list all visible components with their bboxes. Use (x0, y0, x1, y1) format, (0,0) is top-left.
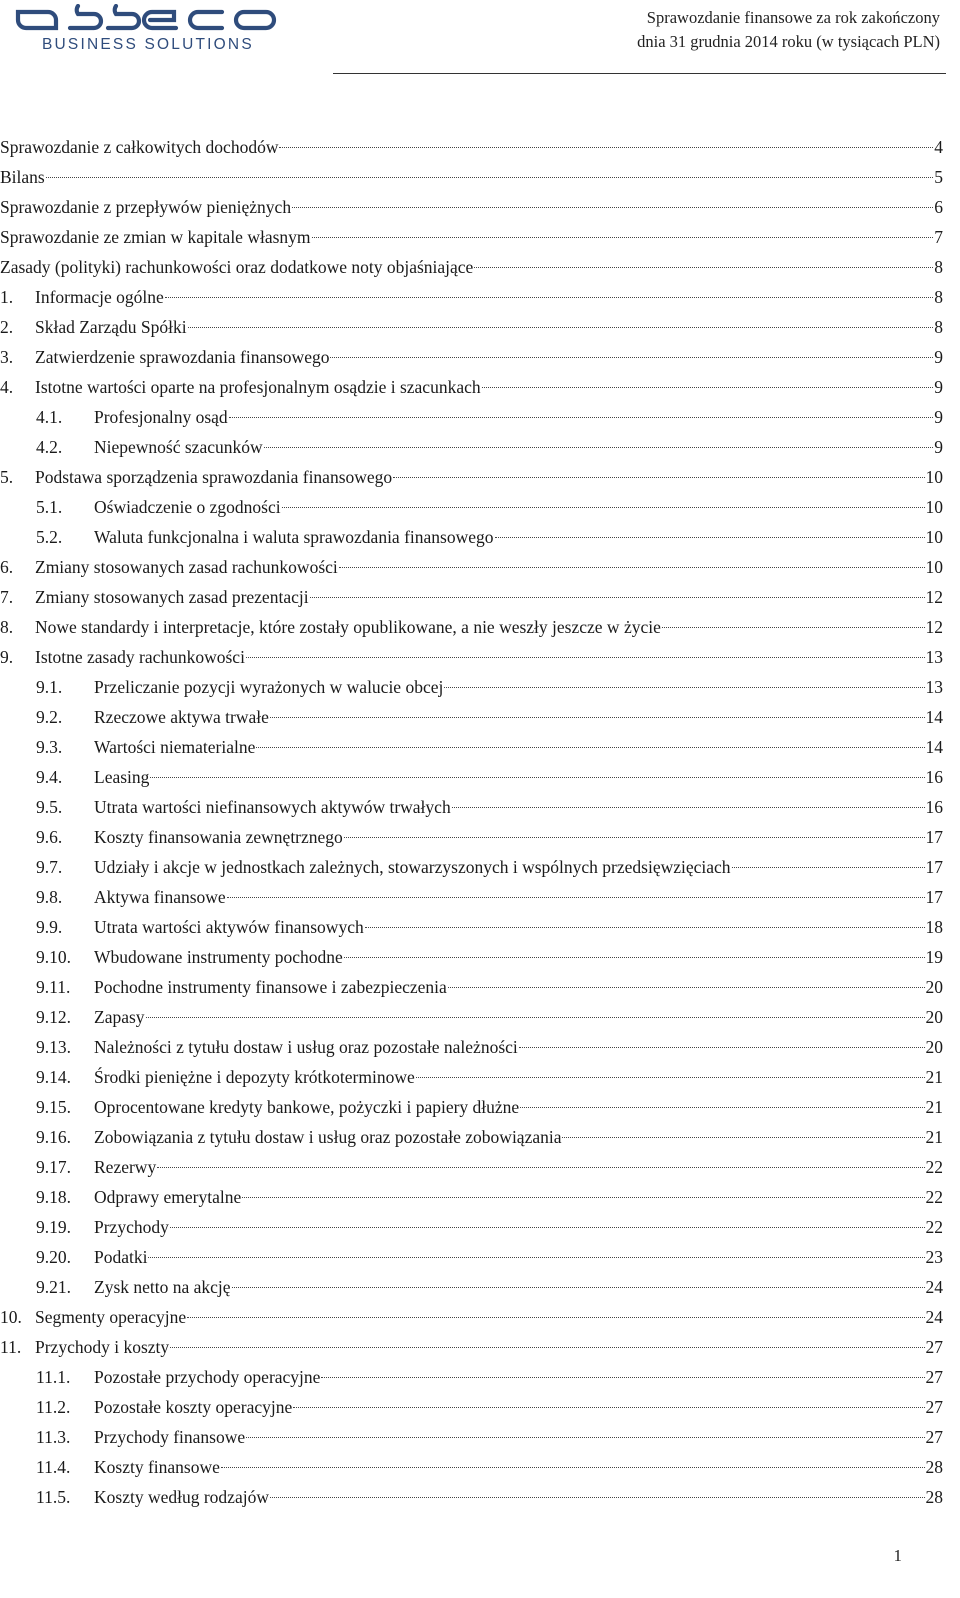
toc-entry[interactable] (0, 402, 943, 432)
toc-entry-title: Bilans (0, 167, 45, 187)
toc-entry-number: 9.2. (36, 707, 63, 727)
toc-entry-page: 10 (925, 557, 943, 577)
toc-entry[interactable] (0, 1002, 943, 1032)
dot-leader (339, 567, 925, 568)
toc-entry[interactable] (0, 612, 943, 642)
toc-entry-page: 14 (925, 737, 943, 757)
dot-leader (256, 747, 924, 748)
dot-leader (365, 927, 925, 928)
toc-entry[interactable] (0, 192, 943, 222)
dot-leader (264, 447, 934, 448)
toc-entry-page: 18 (925, 917, 943, 937)
toc-entry[interactable] (0, 432, 943, 462)
toc-entry-page: 12 (925, 617, 943, 637)
toc-entry-title: Przychody finansowe (94, 1427, 246, 1447)
toc-entry[interactable] (0, 1392, 943, 1422)
toc-entry-number: 8. (0, 617, 14, 637)
dot-leader (292, 207, 933, 208)
toc-entry-title: Należności z tytułu dostaw i usług oraz pozostałe należności (94, 1037, 518, 1057)
toc-entry[interactable] (0, 222, 943, 252)
toc-entry-title: Waluta funkcjonalna i waluta sprawozdania finansowego (94, 527, 494, 547)
toc-entry-page: 8 (934, 317, 943, 337)
toc-entry-number: 9.1. (36, 677, 63, 697)
toc-entry-number: 9.3. (36, 737, 63, 757)
toc-entry-number: 4.1. (36, 407, 63, 427)
toc-entry[interactable] (0, 462, 943, 492)
dot-leader (444, 687, 924, 688)
toc-entry-title: Podatki (94, 1247, 148, 1267)
dot-leader (452, 807, 925, 808)
dot-leader (393, 477, 924, 478)
toc-entry[interactable] (0, 1212, 943, 1242)
dot-leader (46, 177, 934, 178)
toc-entry-page: 20 (925, 977, 943, 997)
toc-entry-page: 27 (925, 1397, 943, 1417)
header-title-line-2: dnia 31 grudnia 2014 roku (w tysiącach PLN) (637, 32, 940, 51)
toc-entry-title: Sprawozdanie z całkowitych dochodów (0, 137, 279, 157)
toc-entry[interactable] (0, 1062, 943, 1092)
toc-entry[interactable] (0, 162, 943, 192)
page-number: 1 (893, 1546, 902, 1565)
toc-entry-title: Aktywa finansowe (94, 887, 226, 907)
toc-entry[interactable] (0, 852, 943, 882)
toc-entry-page: 8 (934, 257, 943, 277)
toc-entry[interactable] (0, 912, 943, 942)
toc-entry-number: 9.19. (36, 1217, 71, 1237)
toc-entry-page: 21 (925, 1097, 943, 1117)
toc-entry-page: 6 (934, 197, 943, 217)
dot-leader (448, 987, 925, 988)
toc-entry[interactable] (0, 1182, 943, 1212)
dot-leader (519, 1047, 925, 1048)
toc-entry[interactable] (0, 942, 943, 972)
toc-entry-number: 9.18. (36, 1187, 71, 1207)
toc-entry-number: 11.3. (36, 1427, 71, 1447)
dot-leader (246, 1437, 924, 1438)
table-of-contents (0, 132, 943, 1512)
toc-entry-number: 9.21. (36, 1277, 71, 1297)
toc-entry-title: Zobowiązania z tytułu dostaw i usług oraz pozostałe zobowiązania (94, 1127, 562, 1147)
toc-entry-title: Wartości niematerialne (94, 737, 256, 757)
toc-entry-number: 11.4. (36, 1457, 71, 1477)
dot-leader (232, 1287, 925, 1288)
toc-entry-number: 7. (0, 587, 14, 607)
toc-entry[interactable] (0, 342, 943, 372)
toc-entry-page: 17 (925, 887, 943, 907)
toc-entry-page: 23 (925, 1247, 943, 1267)
toc-entry[interactable] (0, 1092, 943, 1122)
toc-entry-title: Leasing (94, 767, 150, 787)
toc-entry-page: 24 (925, 1307, 943, 1327)
dot-leader (520, 1107, 924, 1108)
toc-entry-page: 10 (925, 497, 943, 517)
toc-entry[interactable] (0, 522, 943, 552)
toc-entry-number: 9.5. (36, 797, 63, 817)
toc-entry-number: 11. (0, 1337, 22, 1357)
toc-entry-number: 9.16. (36, 1127, 71, 1147)
toc-entry-page: 10 (925, 527, 943, 547)
toc-entry-page: 9 (934, 347, 943, 367)
toc-entry[interactable] (0, 1362, 943, 1392)
toc-entry-title: Przychody i koszty (35, 1337, 170, 1357)
toc-entry-title: Segmenty operacyjne (35, 1307, 187, 1327)
toc-entry-number: 9.7. (36, 857, 63, 877)
toc-entry-page: 17 (925, 857, 943, 877)
toc-entry-title: Pozostałe koszty operacyjne (94, 1397, 293, 1417)
dot-leader (227, 897, 925, 898)
dot-leader (330, 357, 933, 358)
toc-entry-number: 9.12. (36, 1007, 71, 1027)
toc-entry-title: Przychody (94, 1217, 169, 1237)
toc-entry[interactable] (0, 1152, 943, 1182)
toc-entry-page: 20 (925, 1037, 943, 1057)
toc-entry-page: 24 (925, 1277, 943, 1297)
toc-entry-title: Sprawozdanie ze zmian w kapitale własnym (0, 227, 311, 247)
toc-entry[interactable] (0, 732, 943, 762)
toc-entry-title: Skład Zarządu Spółki (35, 317, 187, 337)
toc-entry-title: Oprocentowane kredyty bankowe, pożyczki i papiery dłużne (94, 1097, 520, 1117)
dot-leader (188, 327, 934, 328)
dot-leader (310, 597, 925, 598)
toc-entry-page: 22 (925, 1157, 943, 1177)
toc-entry-page: 19 (925, 947, 943, 967)
toc-entry-title: Utrata wartości aktywów finansowych (94, 917, 364, 937)
dot-leader (165, 297, 933, 298)
dot-leader (282, 507, 925, 508)
dot-leader (157, 1167, 924, 1168)
toc-entry-page: 12 (925, 587, 943, 607)
toc-entry-title: Koszty finansowe (94, 1457, 220, 1477)
toc-entry-title: Przeliczanie pozycji wyrażonych w walucie obcej (94, 677, 444, 697)
dot-leader (474, 267, 933, 268)
toc-entry-title: Zysk netto na akcję (94, 1277, 231, 1297)
toc-entry[interactable] (0, 972, 943, 1002)
toc-entry-number: 5. (0, 467, 14, 487)
dot-leader (321, 1377, 924, 1378)
dot-leader (146, 1017, 925, 1018)
toc-entry-number: 2. (0, 317, 14, 337)
toc-entry-title: Rezerwy (94, 1157, 157, 1177)
dot-leader (482, 387, 934, 388)
dot-leader (229, 417, 934, 418)
toc-entry[interactable] (0, 672, 943, 702)
toc-entry-title: Zmiany stosowanych zasad prezentacji (35, 587, 309, 607)
toc-entry-title: Niepewność szacunków (94, 437, 263, 457)
toc-entry[interactable] (0, 312, 943, 342)
toc-entry-title: Odprawy emerytalne (94, 1187, 242, 1207)
toc-entry-title: Utrata wartości niefinansowych aktywów trwałych (94, 797, 451, 817)
toc-entry[interactable] (0, 1122, 943, 1152)
toc-entry[interactable] (0, 1272, 943, 1302)
toc-entry-page: 10 (925, 467, 943, 487)
toc-entry-number: 9.10. (36, 947, 71, 967)
dot-leader (344, 837, 925, 838)
toc-entry-page: 13 (925, 647, 943, 667)
toc-entry-page: 27 (925, 1337, 943, 1357)
header-title-line-1: Sprawozdanie finansowe za rok zakończony (646, 8, 940, 27)
dot-leader (221, 1467, 925, 1468)
toc-entry-number: 11.1. (36, 1367, 71, 1387)
toc-entry[interactable] (0, 702, 943, 732)
document-header (637, 6, 940, 54)
toc-entry-title: Pozostałe przychody operacyjne (94, 1367, 321, 1387)
toc-entry-page: 14 (925, 707, 943, 727)
toc-entry-number: 9.8. (36, 887, 63, 907)
toc-entry-title: Informacje ogólne (35, 287, 164, 307)
dot-leader (150, 777, 924, 778)
toc-entry-number: 10. (0, 1307, 22, 1327)
toc-entry-page: 8 (934, 287, 943, 307)
toc-entry[interactable] (0, 252, 943, 282)
toc-entry-title: Nowe standardy i interpretacje, które zostały opublikowane, a nie weszły jeszcze w życie (35, 617, 661, 637)
toc-entry[interactable] (0, 792, 943, 822)
toc-entry-page: 27 (925, 1367, 943, 1387)
toc-entry-title: Koszty według rodzajów (94, 1487, 269, 1507)
dot-leader (562, 1137, 924, 1138)
dot-leader (246, 657, 925, 658)
toc-entry[interactable] (0, 552, 943, 582)
toc-entry-title: Istotne zasady rachunkowości (35, 647, 245, 667)
toc-entry-page: 20 (925, 1007, 943, 1027)
dot-leader (170, 1227, 925, 1228)
dot-leader (732, 867, 925, 868)
toc-entry-title: Środki pieniężne i depozyty krótkoterminowe (94, 1067, 415, 1087)
toc-entry[interactable] (0, 492, 943, 522)
toc-entry-title: Udziały i akcje w jednostkach zależnych, stowarzyszonych i wspólnych przedsięwzięciach (94, 857, 731, 877)
toc-entry-page: 21 (925, 1067, 943, 1087)
toc-entry-number: 9.17. (36, 1157, 71, 1177)
header-divider (333, 73, 946, 74)
toc-entry-number: 4.2. (36, 437, 63, 457)
logo-tagline: BUSINESS SOLUTIONS (42, 36, 254, 53)
toc-entry-page: 16 (925, 767, 943, 787)
dot-leader (279, 147, 933, 148)
toc-entry-number: 6. (0, 557, 14, 577)
toc-entry-title: Pochodne instrumenty finansowe i zabezpieczenia (94, 977, 447, 997)
toc-entry[interactable] (0, 822, 943, 852)
toc-entry-page: 17 (925, 827, 943, 847)
toc-entry-number: 5.1. (36, 497, 63, 517)
toc-entry-page: 9 (934, 377, 943, 397)
toc-entry[interactable] (0, 282, 943, 312)
toc-entry-number: 3. (0, 347, 14, 367)
toc-entry-title: Istotne wartości oparte na profesjonalnym osądzie i szacunkach (35, 377, 481, 397)
toc-entry-number: 9.11. (36, 977, 71, 997)
toc-entry-title: Koszty finansowania zewnętrznego (94, 827, 343, 847)
dot-leader (416, 1077, 925, 1078)
toc-entry-title: Podstawa sporządzenia sprawozdania finansowego (35, 467, 393, 487)
toc-entry[interactable] (0, 372, 943, 402)
toc-entry[interactable] (0, 882, 943, 912)
toc-entry-number: 9.20. (36, 1247, 71, 1267)
toc-entry-title: Oświadczenie o zgodności (94, 497, 281, 517)
dot-leader (293, 1407, 924, 1408)
toc-entry[interactable] (0, 642, 943, 672)
toc-entry[interactable] (0, 1242, 943, 1272)
dot-leader (662, 627, 925, 628)
toc-entry[interactable] (0, 762, 943, 792)
toc-entry-number: 11.2. (36, 1397, 71, 1417)
toc-entry-number: 9.9. (36, 917, 63, 937)
toc-entry-number: 4. (0, 377, 14, 397)
dot-leader (344, 957, 925, 958)
toc-entry-page: 4 (934, 137, 943, 157)
toc-entry-title: Zatwierdzenie sprawozdania finansowego (35, 347, 330, 367)
toc-entry-title: Zmiany stosowanych zasad rachunkowości (35, 557, 338, 577)
toc-entry-number: 11.5. (36, 1487, 71, 1507)
toc-entry-page: 28 (925, 1457, 943, 1477)
toc-entry-number: 9.4. (36, 767, 63, 787)
toc-entry-page: 7 (934, 227, 943, 247)
toc-entry-title: Profesjonalny osąd (94, 407, 228, 427)
toc-entry-page: 28 (925, 1487, 943, 1507)
toc-entry-page: 9 (934, 437, 943, 457)
toc-entry-page: 21 (925, 1127, 943, 1147)
toc-entry-number: 5.2. (36, 527, 63, 547)
toc-entry-title: Zasady (polityki) rachunkowości oraz dodatkowe noty objaśniające (0, 257, 474, 277)
toc-entry-page: 13 (925, 677, 943, 697)
toc-entry[interactable] (0, 1482, 943, 1512)
dot-leader (170, 1347, 924, 1348)
dot-leader (187, 1317, 924, 1318)
dot-leader (242, 1197, 924, 1198)
toc-entry-number: 1. (0, 287, 14, 307)
toc-entry[interactable] (0, 1452, 943, 1482)
dot-leader (148, 1257, 924, 1258)
dot-leader (270, 1497, 925, 1498)
toc-entry[interactable] (0, 1032, 943, 1062)
dot-leader (495, 537, 925, 538)
toc-entry[interactable] (0, 1422, 943, 1452)
toc-entry[interactable] (0, 582, 943, 612)
toc-entry[interactable] (0, 1302, 943, 1332)
toc-entry-page: 16 (925, 797, 943, 817)
toc-entry-title: Sprawozdanie z przepływów pieniężnych (0, 197, 292, 217)
dot-leader (312, 237, 934, 238)
toc-entry-page: 22 (925, 1217, 943, 1237)
toc-entry-number: 9.15. (36, 1097, 71, 1117)
toc-entry-number: 9. (0, 647, 14, 667)
toc-entry-page: 27 (925, 1427, 943, 1447)
toc-entry-number: 9.13. (36, 1037, 71, 1057)
toc-entry-title: Rzeczowe aktywa trwałe (94, 707, 269, 727)
toc-entry[interactable] (0, 1332, 943, 1362)
dot-leader (270, 717, 925, 718)
toc-entry-title: Zapasy (94, 1007, 145, 1027)
toc-entry-number: 9.14. (36, 1067, 71, 1087)
toc-entry-title: Wbudowane instrumenty pochodne (94, 947, 343, 967)
toc-entry[interactable] (0, 132, 943, 162)
toc-entry-page: 5 (934, 167, 943, 187)
toc-entry-number: 9.6. (36, 827, 63, 847)
toc-entry-page: 22 (925, 1187, 943, 1207)
toc-entry-page: 9 (934, 407, 943, 427)
